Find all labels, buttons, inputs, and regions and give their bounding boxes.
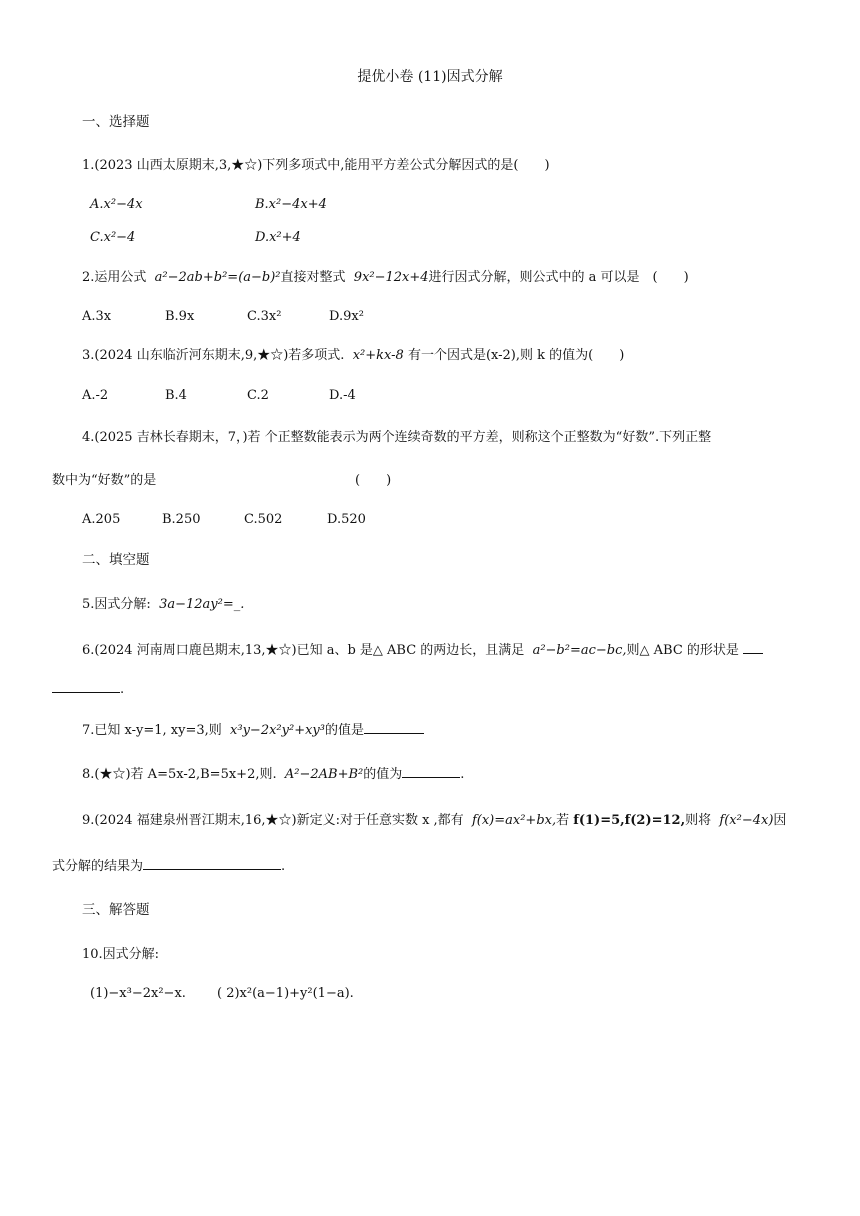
question-2-stem: 2.运用公式 a²−2ab+b²=(a−b)²直接对整式 9x²−12x+4进行因式分解，则公式中的 a 可以是 ( ) xyxy=(82,270,689,285)
question-4-option-a: A.205 xyxy=(82,512,121,527)
question-1-option-d: D.x²+4 xyxy=(255,230,301,245)
question-3-stem: 3.(2024 山东临沂河东期末,9,★☆)若多项式. x²+kx-8 有一个因式是(x-2),则 k 的值为( ) xyxy=(82,348,625,363)
question-5-stem: 5.因式分解: 3a−12ay²=_. xyxy=(82,597,245,612)
question-9-answer-blank[interactable] xyxy=(143,857,281,870)
question-2-expression: 9x²−12x+4 xyxy=(353,270,429,285)
question-2-option-d: D.9x² xyxy=(329,309,364,324)
question-9-stem-line2: 式分解的结果为 . xyxy=(52,859,286,874)
question-8-answer-blank[interactable] xyxy=(402,765,460,778)
question-2-formula: a²−2ab+b²=(a−b)² xyxy=(154,270,281,285)
question-9-condition: f(1)=5,f(2)=12, xyxy=(573,813,686,828)
section-heading-fill: 二、填空题 xyxy=(82,552,150,568)
question-3-option-a: A.-2 xyxy=(82,388,109,403)
question-1-option-b: B.x²−4x+4 xyxy=(255,197,327,212)
question-4-stem-line1: 4.(2025 吉林长春期末，7，)若 个正整数能表示为两个连续奇数的平方差，则称这个正整数为“好数”.下列正整 xyxy=(82,430,712,445)
question-1-option-a: A.x²−4x xyxy=(90,197,143,212)
question-3-option-d: D.-4 xyxy=(329,388,356,403)
question-2-option-b: B.9x xyxy=(165,309,195,324)
question-2-option-a: A.3x xyxy=(82,309,112,324)
section-heading-solve: 三、解答题 xyxy=(82,902,150,918)
question-4-answer-paren: ( ) xyxy=(355,473,392,488)
question-8-expression: A²−2AB+B² xyxy=(284,767,364,782)
section-heading-choice: 一、选择题 xyxy=(82,114,150,130)
question-6-stem: 6.(2024 河南周口鹿邑期末,13,★☆)已知 a、b 是△ ABC 的两边长，且满足 a²−b²=ac−bc,则△ ABC 的形状是 xyxy=(82,641,763,660)
question-3-option-b: B.4 xyxy=(165,388,187,403)
question-7-stem: 7.已知 x-y=1, xy=3,则 x³y−2x²y²+xy³的值是 xyxy=(82,721,424,740)
question-7-answer-blank[interactable] xyxy=(364,721,424,734)
question-8-stem: 8.(★☆)若 A=5x-2,B=5x+2,则. A²−2AB+B²的值为 . xyxy=(82,767,465,782)
question-10-part-2: ( 2)x²(a−1)+y²(1−a). xyxy=(217,986,354,1001)
question-2-option-c: C.3x² xyxy=(247,309,282,324)
question-6-answer-blank[interactable] xyxy=(743,641,763,654)
question-6-stem-cont: . xyxy=(52,680,124,699)
page-title: 提优小卷 (11)因式分解 xyxy=(357,69,503,85)
question-9-expression-2: f(x²−4x) xyxy=(719,813,774,828)
question-6-expression: a²−b²=ac−bc, xyxy=(532,643,627,658)
question-10-stem: 10.因式分解: xyxy=(82,947,160,962)
question-4-stem-line2: 数中为“好数”的是 xyxy=(52,473,157,488)
question-5-expression: 3a−12ay²=_. xyxy=(159,597,245,612)
question-4-option-c: C.502 xyxy=(244,512,283,527)
question-4-option-b: B.250 xyxy=(162,512,201,527)
question-1-option-c: C.x²−4 xyxy=(90,230,136,245)
question-4-option-d: D.520 xyxy=(327,512,366,527)
question-1-stem: 1.(2023 山西太原期末,3,★☆)下列多项式中,能用平方差公式分解因式的是( ) xyxy=(82,158,550,173)
question-6-answer-blank-cont[interactable] xyxy=(52,680,120,693)
question-9-stem: 9.(2024 福建泉州晋江期末,16,★☆)新定义:对于任意实数 x ,都有 f(x)=ax²+bx,若 f(1)=5,f(2)=12,则将 f(x²−4x)因 xyxy=(82,813,787,828)
question-10-part-1: (1)−x³−2x²−x. xyxy=(90,986,186,1001)
question-3-expression: x²+kx-8 xyxy=(352,348,404,363)
question-9-expression: f(x)=ax²+bx, xyxy=(471,813,557,828)
question-7-expression: x³y−2x²y²+xy³ xyxy=(230,723,325,738)
question-3-option-c: C.2 xyxy=(247,388,269,403)
